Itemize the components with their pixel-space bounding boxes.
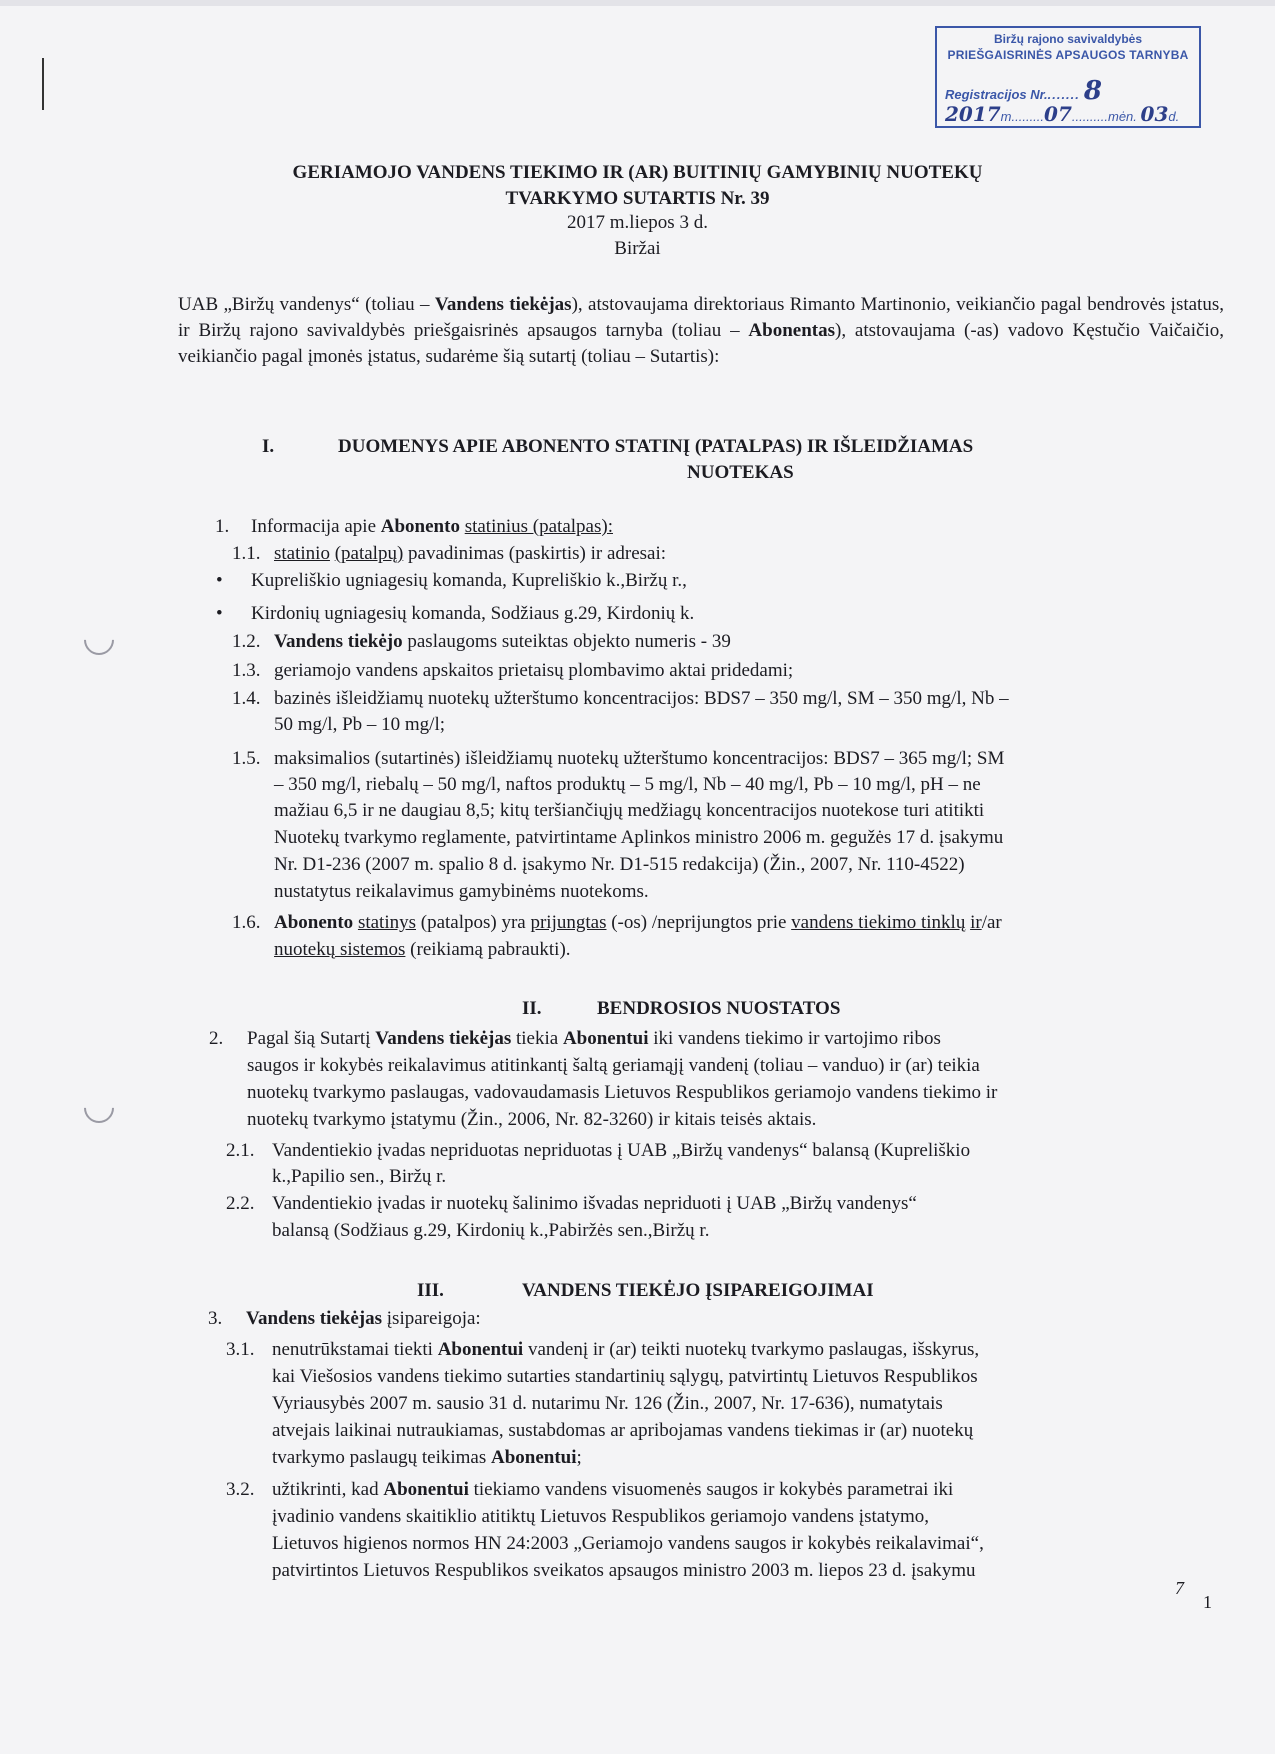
- item-1-6-u4: ir: [970, 912, 982, 933]
- item-2-2-line2: balansą (Sodžiaus g.29, Kirdonių k.,Pabiržės sen.,Biržų r.: [272, 1220, 710, 1241]
- item-2-line1: [247, 1028, 941, 1050]
- item-1-5-line5: Nr. D1-236 (2007 m. spalio 8 d. įsakymo Nr. D1-515 redakcija) (Žin., 2007, Nr. 110-4522): [274, 854, 965, 875]
- item-2-1-line1: Vandentiekio įvadas nepriduotas nepriduotas į UAB „Biržų vandenys“ balansą (Kupreliškio: [272, 1140, 971, 1161]
- stamp-year: 2017: [945, 102, 1001, 126]
- item-3-1-t2: vandenį ir (ar) teikti nuotekų tvarkymo paslaugas, išskyrus,: [523, 1339, 980, 1360]
- section2-number: II.: [522, 998, 542, 1019]
- item-2-t2: tiekia: [511, 1028, 563, 1049]
- stamp-men-label: mėn.: [1108, 109, 1137, 124]
- item-1-1-text: [274, 543, 666, 565]
- item-3-2-number: 3.2.: [226, 1479, 255, 1500]
- item-1-6-u2: prijungtas: [530, 912, 607, 933]
- item-3-number: 3.: [208, 1308, 223, 1329]
- item-1-text-a: Informacija apie: [251, 516, 381, 537]
- item-2-t3: iki vandens tiekimo ir vartojimo ribos: [648, 1028, 941, 1049]
- item-2-line4: nuotekų tvarkymo įstatymu (Žin., 2006, Nr. 82-3260) ir kitais teisės aktais.: [247, 1109, 817, 1130]
- bullet-item-1: Kupreliškio ugniagesių komanda, Kupreliškio k.,Biržų r.,: [251, 570, 687, 591]
- item-1-3-text: geriamojo vandens apskaitos prietaisų plombavimo aktai pridedami;: [274, 660, 794, 681]
- item-1-2-text: [274, 631, 731, 653]
- margin-mark: [42, 58, 44, 110]
- intro-text-2: ), atstovaujama direktoriaus Rimanto Martinonio, veikiančio pagal bendrovės įstatus, ir Biržų rajono savivaldybės priešgaisrinės apsaugos tarnyba (toliau –: [178, 294, 1224, 341]
- section1-number: I.: [262, 436, 275, 457]
- stamp-service: PRIEŠGAISRINĖS APSAUGOS TARNYBA: [947, 48, 1189, 62]
- item-3-2-line3: Lietuvos higienos normos HN 24:2003 „Geriamojo vandens saugos ir kokybės reikalavimai“,: [272, 1533, 984, 1554]
- intro-bold-supplier: Vandens tiekėjas: [434, 294, 572, 315]
- item-3-1-line1: [272, 1339, 979, 1361]
- stamp-reg-number: 8: [1083, 76, 1102, 106]
- item-3-2-line4: patvirtintos Lietuvos Respublikos sveikatos apsaugos ministro 2003 m. liepos 23 d. įsakymu: [272, 1560, 976, 1581]
- item-1-6-t3: /ar: [981, 912, 1002, 933]
- stamp-reg-label: Registracijos Nr.: [945, 87, 1048, 102]
- item-2-2-number: 2.2.: [226, 1193, 255, 1214]
- item-1-1-rest: pavadinimas (paskirtis) ir adresai:: [403, 543, 667, 564]
- item-1-5-line2: – 350 mg/l, riebalų – 50 mg/l, naftos produktų – 5 mg/l, Nb – 40 mg/l, Pb – 10 mg/l, pH – ne: [274, 774, 981, 795]
- item-3-1-line4: atvejais laikinai nutraukiamas, sustabdomas ar apribojamas vandens tiekimas ir (ar) nuotekų: [272, 1420, 974, 1441]
- item-1-6-u5: nuotekų sistemos: [274, 939, 406, 960]
- item-2-1-number: 2.1.: [226, 1140, 255, 1161]
- item-3-rest: įsipareigoja:: [382, 1308, 481, 1329]
- intro-text-3: ), atstovaujama (-as) vadovo Kęstučio Vaičaičio, veikiančio pagal įmonės įstatus, sudarėme šią sutartį (toliau – Sutartis):: [178, 320, 1224, 367]
- item-1-6-bold: Abonento: [274, 912, 354, 933]
- intro-bold-subscriber: Abonentas: [748, 320, 835, 341]
- item-1-4-line1: bazinės išleidžiamų nuotekų užterštumo koncentracijos: BDS7 – 350 mg/l, SM – 350 mg/l, Nb –: [274, 688, 1009, 709]
- item-3-1-t1: nenutrūkstamai tiekti: [272, 1339, 438, 1360]
- item-1-5-line4: Nuotekų tvarkymo reglamente, patvirtintame Aplinkos ministro 2006 m. gegužės 17 d. įsakymu: [274, 827, 1004, 848]
- item-1-2-bold: Vandens tiekėjo: [274, 631, 403, 652]
- item-3-2-line2: įvadinio vandens skaitiklio atitiktų Lietuvos Respublikos geriamojo vandens įstatymo,: [272, 1506, 930, 1527]
- contract-date: 2017 m.liepos 3 d.: [567, 212, 708, 233]
- item-3-1-t3: tvarkymo paslaugų teikimas: [272, 1447, 491, 1468]
- item-1-underlined: statinius (patalpas):: [464, 516, 613, 537]
- item-3-text: [246, 1308, 481, 1330]
- section3-number: III.: [417, 1280, 444, 1301]
- item-2-2-line1: Vandentiekio įvadas ir nuotekų šalinimo išvadas nepriduoti į UAB „Biržų vandenys“: [272, 1193, 917, 1214]
- stamp-date: 2017m.........07..........mėn. 03d.: [945, 102, 1180, 126]
- stamp-d-label: d.: [1168, 109, 1180, 124]
- bullet-item-2: Kirdonių ugniagesių komanda, Sodžiaus g.29, Kirdonių k.: [251, 603, 695, 624]
- item-1-3-number: 1.3.: [232, 660, 261, 681]
- section1-title-line1: DUOMENYS APIE ABONENTO STATINĮ (PATALPAS) IR IŠLEIDŽIAMAS: [338, 436, 974, 457]
- item-3-2-bold: Abonentui: [383, 1479, 469, 1500]
- stamp-registration: Registracijos Nr........ 8: [945, 76, 1102, 106]
- item-1-6-t1: (patalpos) yra: [416, 912, 531, 933]
- item-1-text: [251, 516, 613, 538]
- punch-hole-icon: [78, 619, 120, 661]
- item-3-1-line2: kai Viešosios vandens tiekimo sutarties standartinių sąlygų, patvirtintų Lietuvos Respublikos: [272, 1366, 978, 1387]
- item-1-1-number: 1.1.: [232, 543, 261, 564]
- item-1-6-line1: [274, 912, 1002, 934]
- item-1-6-u3: vandens tiekimo tinklų: [791, 912, 966, 933]
- page-number: 1: [1203, 1592, 1212, 1612]
- contract-place: Biržai: [614, 238, 661, 259]
- item-1-6-line2: [274, 939, 571, 961]
- item-1-number: 1.: [215, 516, 230, 537]
- bullet-icon: •: [216, 603, 223, 624]
- stamp-municipality: Biržų rajono savivaldybės: [993, 32, 1143, 46]
- item-2-line2: saugos ir kokybės reikalavimus atitinkantį šaltą geriamąjį vandenį (toliau – vanduo) ir (ar) teikia: [247, 1055, 980, 1076]
- item-2-bold1: Vandens tiekėjas: [375, 1028, 512, 1049]
- intro-paragraph: [178, 292, 1224, 370]
- intro-text-1: UAB „Biržų vandenys“ (toliau –: [178, 294, 435, 315]
- item-1-4-line2: 50 mg/l, Pb – 10 mg/l;: [274, 714, 446, 735]
- item-3-bold: Vandens tiekėjas: [246, 1308, 383, 1329]
- handwritten-page-mark: 7: [1175, 1578, 1184, 1598]
- stamp-m-label: m.: [1000, 109, 1016, 124]
- item-1-6-t2: (-os) /neprijungtos prie: [606, 912, 792, 933]
- item-1-6-number: 1.6.: [232, 912, 261, 933]
- contract-title-line1: GERIAMOJO VANDENS TIEKIMO IR (AR) BUITINIŲ GAMYBINIŲ NUOTEKŲ: [292, 162, 983, 183]
- bullet-icon: •: [216, 570, 223, 591]
- item-3-2-t1: užtikrinti, kad: [272, 1479, 384, 1500]
- contract-title-line2: TVARKYMO SUTARTIS Nr. 39: [505, 188, 770, 209]
- punch-hole-icon: [78, 1087, 120, 1129]
- item-3-2-t2: tiekiamo vandens visuomenės saugos ir kokybės parametrai iki: [468, 1479, 954, 1500]
- section2-title: BENDROSIOS NUOSTATOS: [597, 998, 841, 1019]
- section3-title: VANDENS TIEKĖJO ĮSIPAREIGOJIMAI: [522, 1280, 874, 1301]
- item-2-bold2: Abonentui: [562, 1028, 649, 1049]
- item-1-2-rest: paslaugoms suteiktas objekto numeris - 39: [402, 631, 731, 652]
- stamp-day: 03: [1140, 102, 1169, 126]
- item-1-5-number: 1.5.: [232, 748, 261, 769]
- item-1-6-t4: (reikiamą pabraukti).: [405, 939, 571, 960]
- item-1-5-line3: mažiau 6,5 ir ne daugiau 8,5; kitų teršiančiųjų medžiagų koncentracijos nuotekose turi atitikti: [274, 800, 985, 821]
- item-1-6-u1: statinys: [357, 912, 416, 933]
- item-1-2-number: 1.2.: [232, 631, 261, 652]
- item-1-bold: Abonento: [380, 516, 460, 537]
- item-1-1-u1: statinio: [274, 543, 330, 564]
- item-2-1-line2: k.,Papilio sen., Biržų r.: [272, 1166, 447, 1187]
- item-1-1-u2: (patalpų): [334, 543, 404, 564]
- item-3-1-line5: [272, 1447, 582, 1469]
- item-1-4-number: 1.4.: [232, 688, 261, 709]
- item-3-1-t4: ;: [576, 1447, 582, 1468]
- item-2-number: 2.: [209, 1028, 224, 1049]
- item-3-1-bold2: Abonentui: [490, 1447, 577, 1468]
- item-1-5-line6: nustatytus reikalavimus gamybinėms nuotekoms.: [274, 881, 649, 902]
- item-2-t1: Pagal šią Sutartį: [247, 1028, 376, 1049]
- registration-stamp: [935, 26, 1201, 128]
- item-3-2-line1: [272, 1479, 953, 1501]
- scan-edge: [0, 0, 1275, 6]
- item-3-1-line3: Vyriausybės 2007 m. sausio 31 d. nutarimu Nr. 126 (Žin., 2007, Nr. 17-636), numatytais: [272, 1393, 943, 1414]
- item-3-1-bold1: Abonentui: [437, 1339, 524, 1360]
- section1-title-line2: NUOTEKAS: [687, 462, 794, 483]
- item-1-5-line1: maksimalios (sutartinės) išleidžiamų nuotekų užterštumo koncentracijos: BDS7 – 365 mg/l; SM: [274, 748, 1005, 769]
- item-2-line3: nuotekų tvarkymo paslaugas, vadovaudamasis Lietuvos Respublikos geriamojo vandens tiekimo ir: [247, 1082, 998, 1103]
- item-3-1-number: 3.1.: [226, 1339, 255, 1360]
- stamp-month: 07: [1044, 102, 1072, 126]
